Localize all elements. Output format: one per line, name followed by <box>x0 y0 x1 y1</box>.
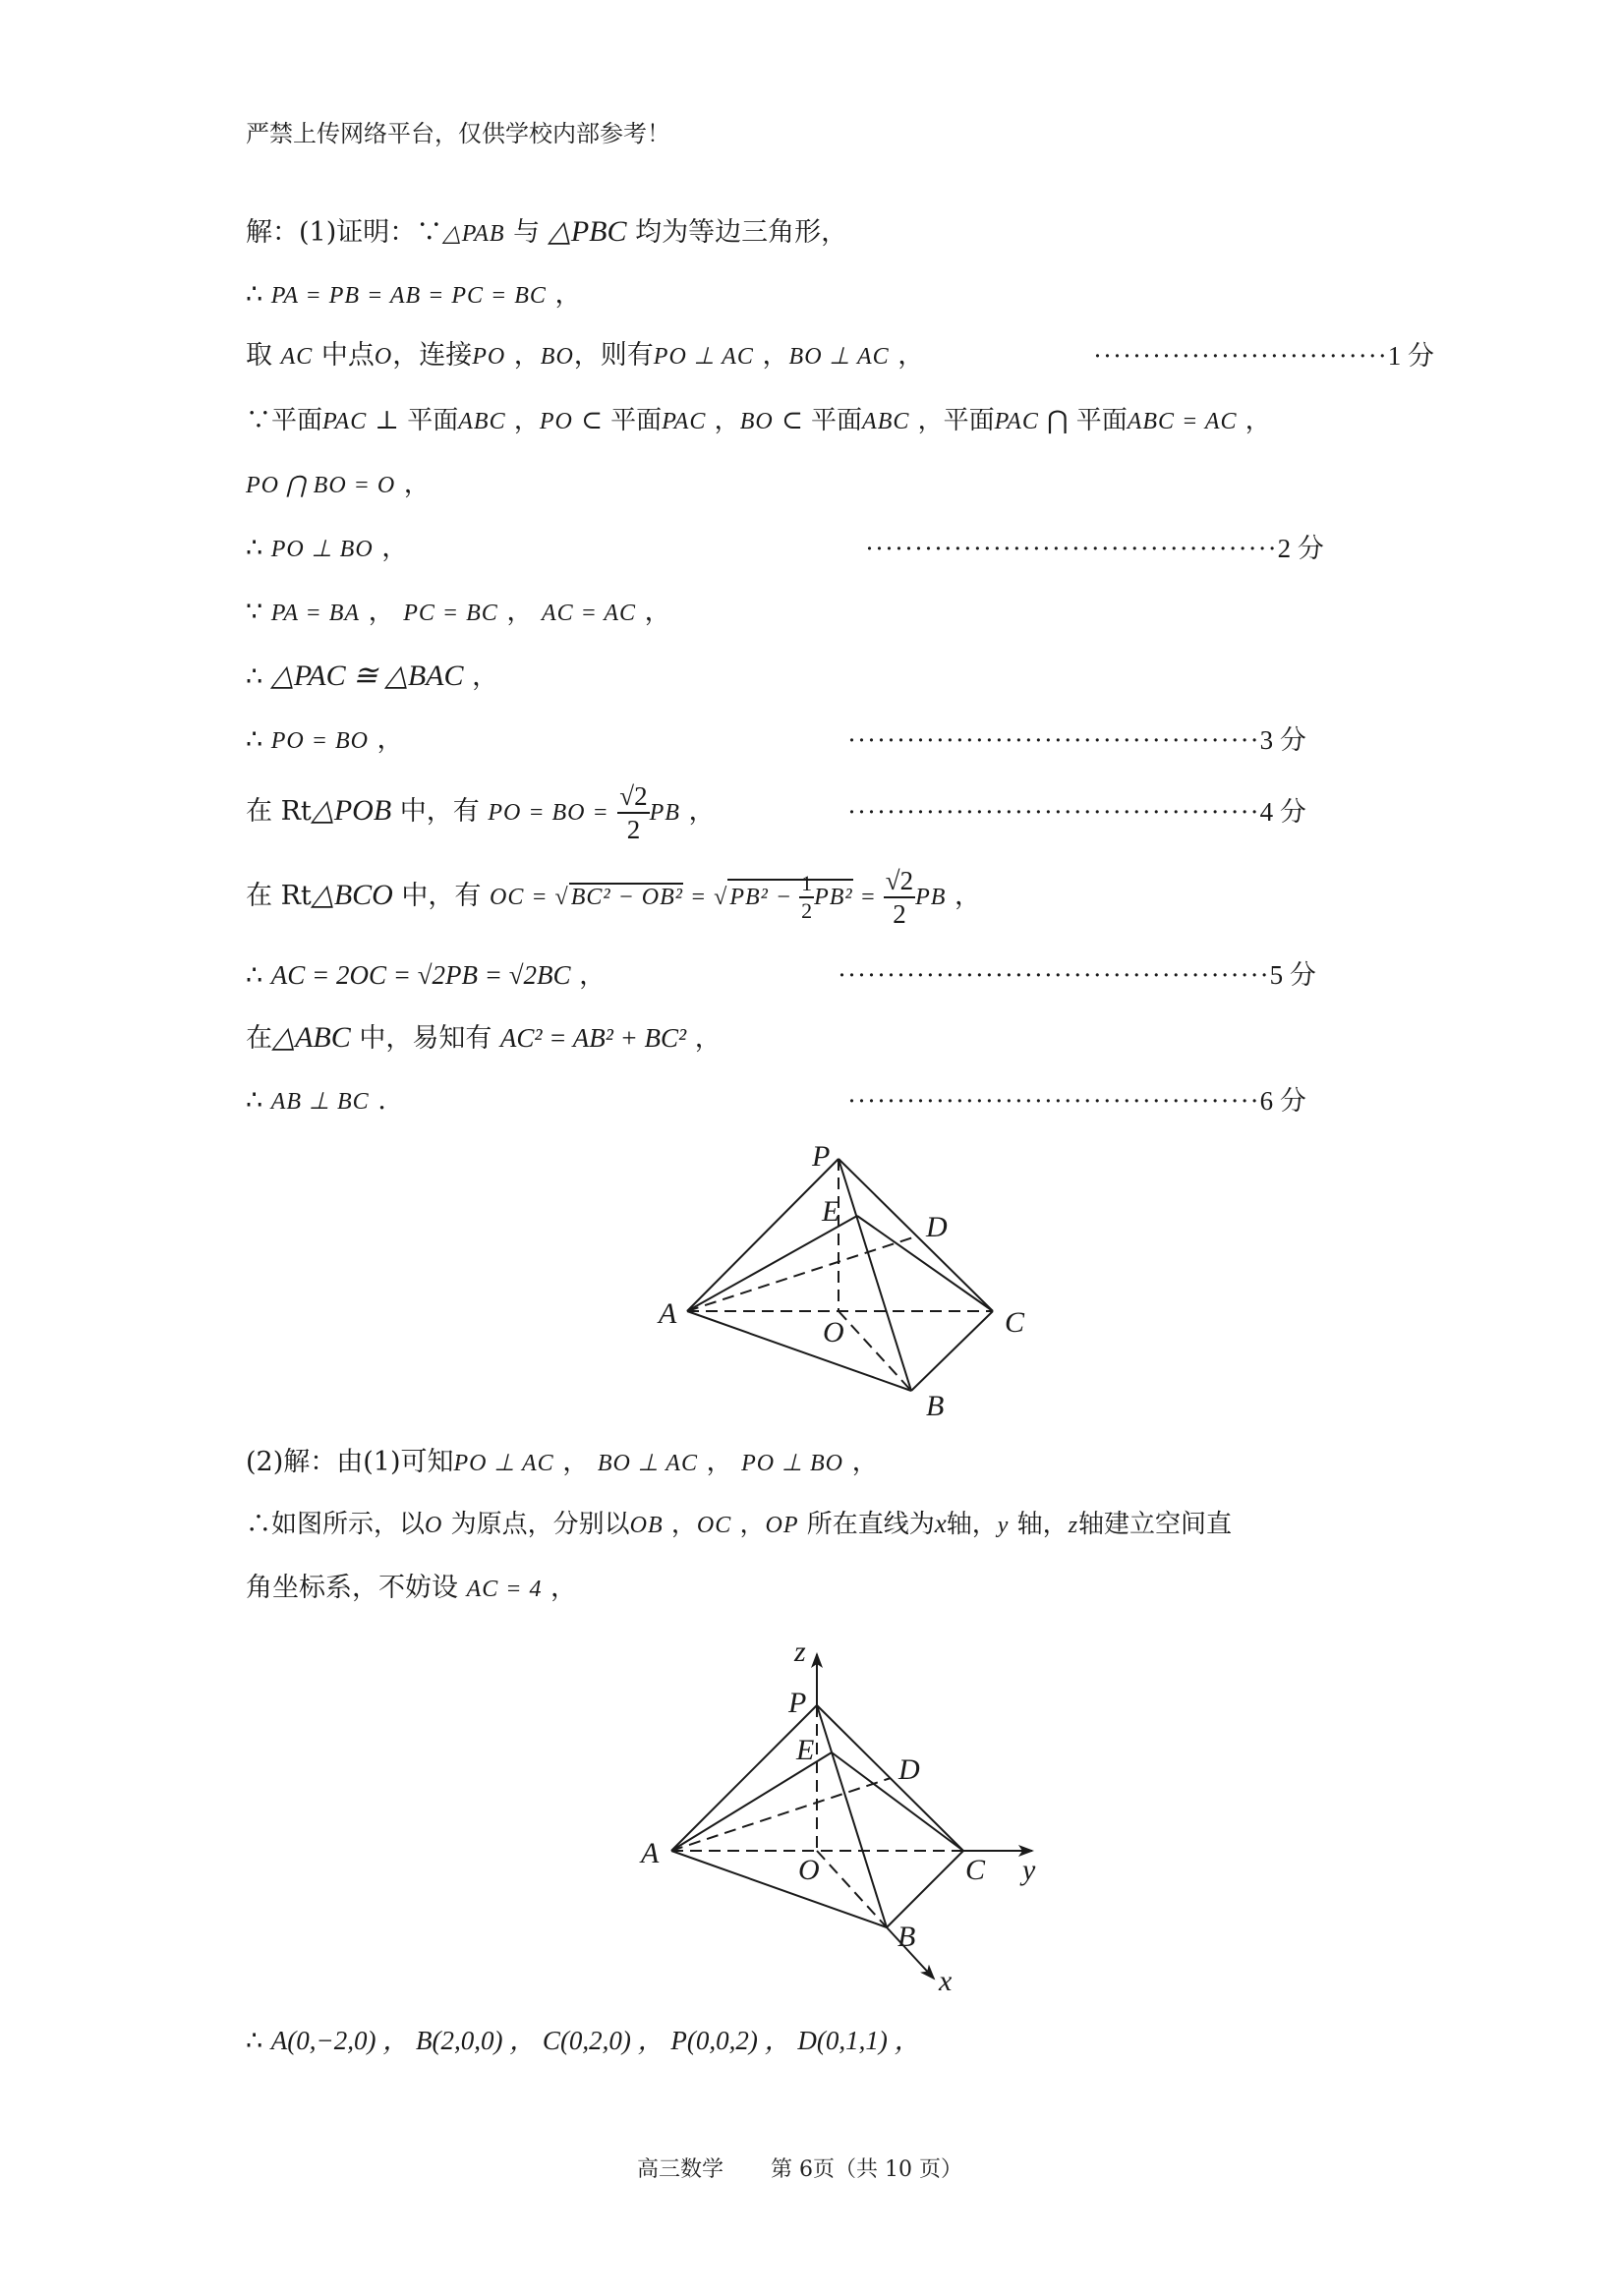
proof-line-10 <box>246 776 716 847</box>
text: ， <box>889 340 925 371</box>
therefore-symbol: ∴ <box>246 533 271 563</box>
edge-BC <box>887 1851 963 1927</box>
edge-EC <box>832 1752 963 1851</box>
math: PO = BO <box>270 728 369 754</box>
math: O <box>425 1513 443 1538</box>
coordinate-pyramid-figure-2 <box>619 1622 1062 2005</box>
text: 中，易知有 <box>350 1023 500 1054</box>
math: △PAC ≅ △BAC <box>270 660 464 692</box>
text: 平面 <box>1075 406 1128 435</box>
solution-line-1 <box>246 1443 879 1483</box>
proof-line-4 <box>246 401 1271 441</box>
label-D: D <box>926 1211 948 1243</box>
math: OC <box>696 1513 732 1538</box>
text: ， <box>843 1447 879 1477</box>
proof-line-5 <box>246 465 431 505</box>
proof-line-2 <box>246 275 581 316</box>
dashed-AD <box>671 1778 891 1851</box>
math: = √ <box>682 885 728 910</box>
text: ， <box>663 1510 697 1539</box>
math: PO ⊥ BO <box>270 537 374 562</box>
text: ， <box>505 406 540 435</box>
math: PA = PB = AB = PC = BC <box>270 283 547 309</box>
denominator: 2 <box>626 814 641 844</box>
math: BO <box>739 409 774 434</box>
text: 轴， <box>1009 1510 1069 1539</box>
therefore-symbol: ∴ <box>246 1085 271 1116</box>
score-points: 4 分 <box>1259 797 1306 827</box>
math: z <box>1068 1513 1079 1538</box>
text: 角坐标系，不妨设 <box>246 1573 467 1603</box>
radicand: BC² − OB² <box>570 885 683 910</box>
denominator: 2 <box>893 898 906 929</box>
text: ， <box>706 406 740 435</box>
score-marker-6 <box>847 1081 1306 1120</box>
math: PAC <box>322 409 368 434</box>
text: 中，有 <box>392 881 491 911</box>
math: OC = √ <box>490 885 569 910</box>
text: 为原点，分别以 <box>442 1510 630 1539</box>
text: ， <box>731 1510 766 1539</box>
proof-line-8 <box>246 657 498 697</box>
text: ， <box>570 960 607 991</box>
edge-PA <box>671 1705 817 1851</box>
math: PO <box>472 344 506 370</box>
label-O: O <box>798 1854 820 1886</box>
text: ∵平面 <box>246 406 323 435</box>
text: ， <box>463 661 499 692</box>
leader-dots: ·········································· <box>847 1086 1260 1116</box>
text: ∴如图所示，以 <box>246 1510 426 1539</box>
label-A: A <box>641 1837 660 1869</box>
label-C: C <box>1005 1306 1025 1339</box>
edge-AB <box>687 1311 911 1391</box>
text: ， <box>686 1023 722 1054</box>
label-z: z <box>794 1636 806 1668</box>
label-A: A <box>659 1297 677 1330</box>
score-points: 2 分 <box>1277 534 1324 563</box>
proof-line-12 <box>246 955 606 996</box>
score-points: 1 分 <box>1387 341 1434 371</box>
math: AC = AC <box>541 601 637 626</box>
proof-line-14 <box>246 1081 386 1121</box>
watermark-notice: 严禁上传网络平台，仅供学校内部参考！ <box>246 120 670 147</box>
edge-EC <box>857 1216 993 1311</box>
score-marker-2 <box>865 529 1324 568</box>
text: ， <box>395 469 431 499</box>
math: △PAB <box>442 221 505 247</box>
text: ⊥ <box>367 406 408 435</box>
math: AC = 2OC = √2PB = √2BC <box>270 960 571 990</box>
solution-line-2 <box>246 1504 1232 1545</box>
therefore-symbol: ∴ <box>246 2026 271 2056</box>
math: PO = BO = <box>488 800 609 826</box>
leader-dots: ·········································· <box>847 725 1260 755</box>
math: x <box>934 1509 947 1538</box>
footer-subject: 高三数学 <box>637 2157 724 2182</box>
solution-line-4 <box>246 2021 921 2061</box>
math: PB² − <box>729 885 800 910</box>
score-points: 3 分 <box>1259 725 1306 755</box>
text: ， <box>697 1447 742 1477</box>
text: ， <box>360 597 404 627</box>
solution-line-3 <box>246 1569 577 1609</box>
text: 中，有 <box>391 796 489 827</box>
proof-line-6 <box>246 529 408 569</box>
edge-AE <box>671 1752 832 1851</box>
proof-line-3 <box>246 336 924 376</box>
score-marker-3 <box>847 720 1306 760</box>
text: 在 Rt <box>246 796 312 827</box>
fraction-half <box>799 871 814 924</box>
math: AC = 4 <box>466 1577 543 1602</box>
label-E: E <box>822 1195 840 1228</box>
proof-line-7 <box>246 593 671 633</box>
text: ， <box>553 1447 598 1477</box>
text: ， <box>1237 406 1271 435</box>
math: BO ⊥ AC <box>788 344 890 370</box>
text: 轴建立空间直 <box>1078 1510 1233 1539</box>
math: △POB <box>311 794 392 827</box>
math: OB <box>629 1513 664 1538</box>
therefore-symbol: ∴ <box>246 960 271 991</box>
proof-line-1 <box>246 212 847 254</box>
math: BO <box>540 344 574 370</box>
math: PB <box>915 885 947 910</box>
text: 中点 <box>313 340 375 371</box>
text: ， <box>505 340 541 371</box>
math: PAC <box>662 409 707 434</box>
math: PO ⊥ BO <box>741 1451 844 1476</box>
math: y <box>997 1513 1010 1538</box>
leader-dots: ·········································· <box>847 797 1260 827</box>
text: ， <box>542 1573 578 1603</box>
text: 所在直线为 <box>798 1510 935 1539</box>
math: PO ⋂ BO = O <box>246 473 396 498</box>
math: PO ⊥ AC <box>653 344 754 370</box>
text: 平面 <box>610 406 663 435</box>
proof-line-9 <box>246 720 404 761</box>
edge-PA <box>687 1159 839 1311</box>
leader-dots: ·········································· <box>865 534 1278 563</box>
math: PO ⊥ AC <box>453 1451 554 1476</box>
score-marker-1 <box>1093 336 1434 375</box>
text: 平面 <box>407 406 459 435</box>
score-points: 6 分 <box>1259 1086 1306 1116</box>
math: AC² = AB² + BC² <box>499 1023 687 1053</box>
math: OP <box>765 1513 799 1538</box>
therefore-symbol: ∴ <box>246 661 271 692</box>
math: △ABC <box>272 1021 351 1054</box>
text: 在 <box>246 1023 272 1054</box>
label-B: B <box>897 1921 916 1953</box>
text: 在 Rt <box>246 881 312 911</box>
math: O <box>374 344 393 370</box>
text: ， <box>946 881 982 911</box>
radicand-2 <box>727 870 853 923</box>
label-y: y <box>1022 1854 1036 1886</box>
math: AC <box>280 344 314 370</box>
math: PA = BA <box>270 601 361 626</box>
text: ⊂ <box>572 406 611 435</box>
edge-BC <box>911 1311 993 1391</box>
proof-line-13 <box>246 1018 722 1059</box>
coordinates: A(0,−2,0) ， B(2,0,0) ， C(0,2,0) ， P(0,0,2) ， D(0,1,1) ， <box>270 2026 921 2055</box>
fraction-sqrt2-over-2 <box>617 780 649 845</box>
text: ， <box>636 597 671 627</box>
label-P: P <box>788 1687 807 1719</box>
pyramid-figure-1 <box>629 1130 1042 1425</box>
proof-line-11 <box>246 861 981 932</box>
math: PC = BC <box>403 601 498 626</box>
therefore-symbol: ∴ <box>246 724 271 755</box>
score-marker-4 <box>847 792 1306 832</box>
text: ， <box>546 279 582 310</box>
numerator: √2 <box>884 865 915 898</box>
score-marker-5 <box>838 955 1316 995</box>
therefore-symbol: ∴ <box>246 279 271 310</box>
math: △BCO <box>311 879 393 911</box>
math: ABC <box>458 409 506 434</box>
math: PB <box>649 800 680 826</box>
text: ，则有 <box>573 340 654 371</box>
text: 轴， <box>946 1510 998 1539</box>
page-footer <box>637 2152 1010 2183</box>
label-D: D <box>898 1753 920 1786</box>
text: ⋂ <box>1038 406 1076 435</box>
label-C: C <box>965 1854 986 1886</box>
text: 取 <box>246 340 281 371</box>
text: 平面 <box>811 406 863 435</box>
text: ，连接 <box>392 340 473 371</box>
label-O: O <box>823 1316 844 1349</box>
math: BO ⊥ AC <box>597 1451 698 1476</box>
text: (2)解：由(1)可知 <box>246 1447 454 1477</box>
text: ， <box>373 533 409 563</box>
numerator: √2 <box>617 780 649 814</box>
denominator: 2 <box>801 897 813 923</box>
label-E: E <box>796 1734 815 1766</box>
math: △PBC <box>548 215 627 248</box>
score-points: 5 分 <box>1269 960 1316 990</box>
math: AB ⊥ BC <box>270 1089 370 1115</box>
math: ABC <box>862 409 910 434</box>
footer-page-number: 第 6页（共 10 页） <box>771 2157 962 2182</box>
text: ， <box>753 340 789 371</box>
because-symbol: ∵ <box>246 597 271 627</box>
text: ⊂ <box>773 406 812 435</box>
math: PO <box>539 409 573 434</box>
text: 解：(1)证明：∵ <box>246 217 443 248</box>
math: PAC <box>994 409 1039 434</box>
text: 与 <box>504 217 549 248</box>
text: ， <box>497 597 542 627</box>
math: ABC = AC <box>1127 409 1238 434</box>
label-P: P <box>812 1140 831 1173</box>
text: 均为等边三角形， <box>626 217 848 248</box>
text: . <box>369 1085 386 1116</box>
leader-dots: ······························ <box>1093 341 1388 371</box>
text: ，平面 <box>909 406 995 435</box>
numerator: 1 <box>799 871 814 898</box>
text: ， <box>679 796 716 827</box>
fraction-sqrt2-over-2 <box>884 865 915 930</box>
math: = <box>852 885 884 910</box>
math: PB² <box>814 885 853 910</box>
edge-AB <box>671 1851 887 1927</box>
text: ， <box>368 724 404 755</box>
label-B: B <box>926 1390 945 1422</box>
leader-dots: ············································ <box>838 960 1270 990</box>
label-x: x <box>939 1965 953 1997</box>
